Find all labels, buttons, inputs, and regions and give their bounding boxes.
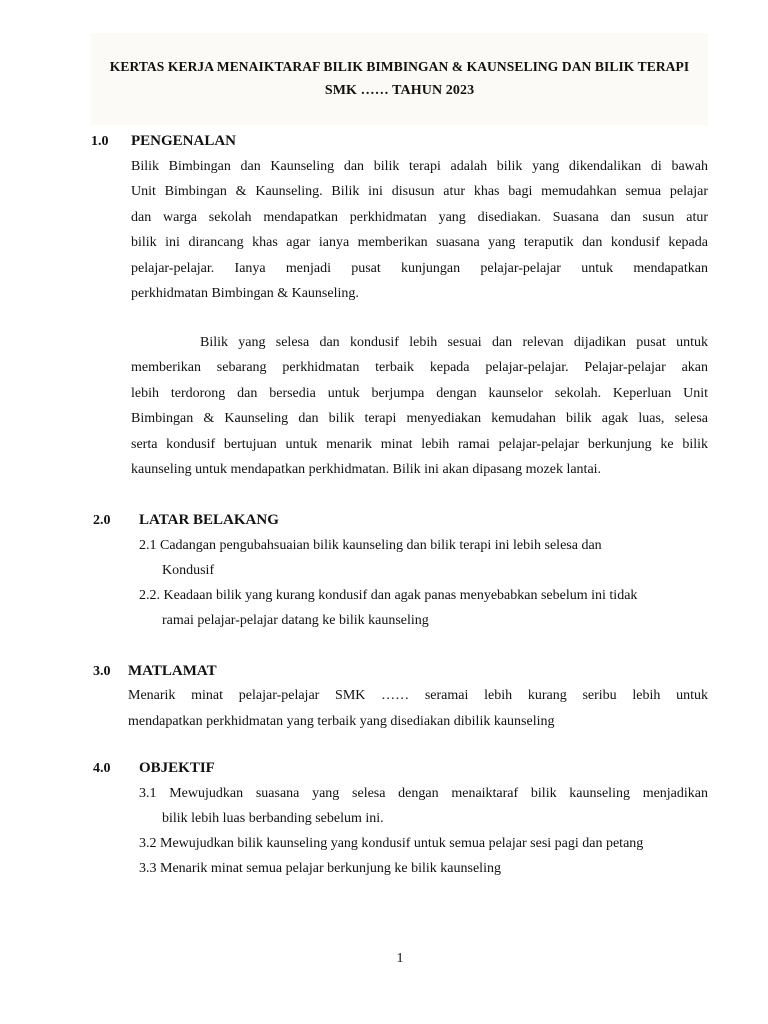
paragraph-line: perkhidmatan Bimbingan & Kaunseling.: [131, 286, 359, 301]
list-item: 2.1 Cadangan pengubahsuaian bilik kaunseling dan bilik terapi ini lebih selesa dan: [139, 538, 602, 553]
list-item: 2.2. Keadaan bilik yang kurang kondusif dan agak panas menyebabkan sebelum ini tidak: [139, 588, 638, 603]
title-band: [91, 33, 708, 125]
paragraph-line: Bimbingan & Kaunseling dan bilik terapi menyediakan kemudahan bilik agak luas, selesa: [131, 411, 708, 426]
paragraph-line: mendapatkan perkhidmatan yang terbaik yang disediakan dibilik kaunseling: [128, 714, 555, 729]
paragraph-line: Bilik Bimbingan dan Kaunseling dan bilik terapi adalah bilik yang dikendalikan di bawah: [131, 159, 708, 174]
list-item-continuation: ramai pelajar-pelajar datang ke bilik kaunseling: [162, 613, 429, 628]
paragraph-line: dan warga sekolah mendapatkan perkhidmatan yang disediakan. Suasana dan susun atur: [131, 210, 708, 225]
section-heading-matlamat: MATLAMAT: [128, 663, 217, 679]
list-item: 3.1 Mewujudkan suasana yang selesa dengan menaiktaraf bilik kaunseling menjadikan: [139, 786, 708, 801]
paragraph-line: Bilik yang selesa dan kondusif lebih sesuai dan relevan dijadikan pusat untuk: [200, 335, 708, 350]
paragraph-line: serta kondusif bertujuan untuk menarik minat lebih ramai pelajar-pelajar berkunjung ke bilik: [131, 437, 708, 452]
paragraph-line: memberikan sebarang perkhidmatan terbaik kepada pelajar-pelajar. Pelajar-pelajar akan: [131, 360, 708, 375]
section-heading-pengenalan: PENGENALAN: [131, 133, 237, 149]
section-number-1: 1.0: [91, 134, 109, 149]
paragraph-line: bilik ini dirancang khas agar ianya memberikan suasana yang teraputik dan kondusif kepada: [131, 235, 708, 250]
list-item-continuation: Kondusif: [162, 563, 215, 578]
paragraph-line: lebih terdorong dan bersedia untuk berjumpa dengan kaunselor sekolah. Keperluan Unit: [131, 386, 708, 401]
section-heading-latar-belakang: LATAR BELAKANG: [139, 512, 279, 528]
paragraph-line: pelajar-pelajar. Ianya menjadi pusat kunjungan pelajar-pelajar untuk mendapatkan: [131, 261, 708, 276]
list-item-continuation: bilik lebih luas berbanding sebelum ini.: [162, 811, 384, 826]
section-number-4: 4.0: [93, 761, 111, 776]
list-item: 3.2 Mewujudkan bilik kaunseling yang kondusif untuk semua pelajar sesi pagi dan petang: [139, 836, 644, 851]
paragraph-line: kaunseling untuk mendapatkan perkhidmatan. Bilik ini akan dipasang mozek lantai.: [131, 462, 602, 477]
section-heading-objektif: OBJEKTIF: [139, 760, 215, 776]
page-number: 1: [396, 951, 404, 966]
paragraph-line: Menarik minat pelajar-pelajar SMK …… seramai lebih kurang seribu lebih untuk: [128, 688, 708, 703]
paragraph-line: Unit Bimbingan & Kaunseling. Bilik ini disusun atur khas bagi memudahkan semua pelajar: [131, 184, 708, 199]
section-number-2: 2.0: [93, 513, 111, 528]
document-subtitle: SMK …… TAHUN 2023: [324, 83, 475, 98]
document-title: KERTAS KERJA MENAIKTARAF BILIK BIMBINGAN & KAUNSELING DAN BILIK TERAPI: [109, 59, 690, 74]
list-item: 3.3 Menarik minat semua pelajar berkunjung ke bilik kaunseling: [139, 861, 501, 876]
section-number-3: 3.0: [93, 664, 111, 679]
